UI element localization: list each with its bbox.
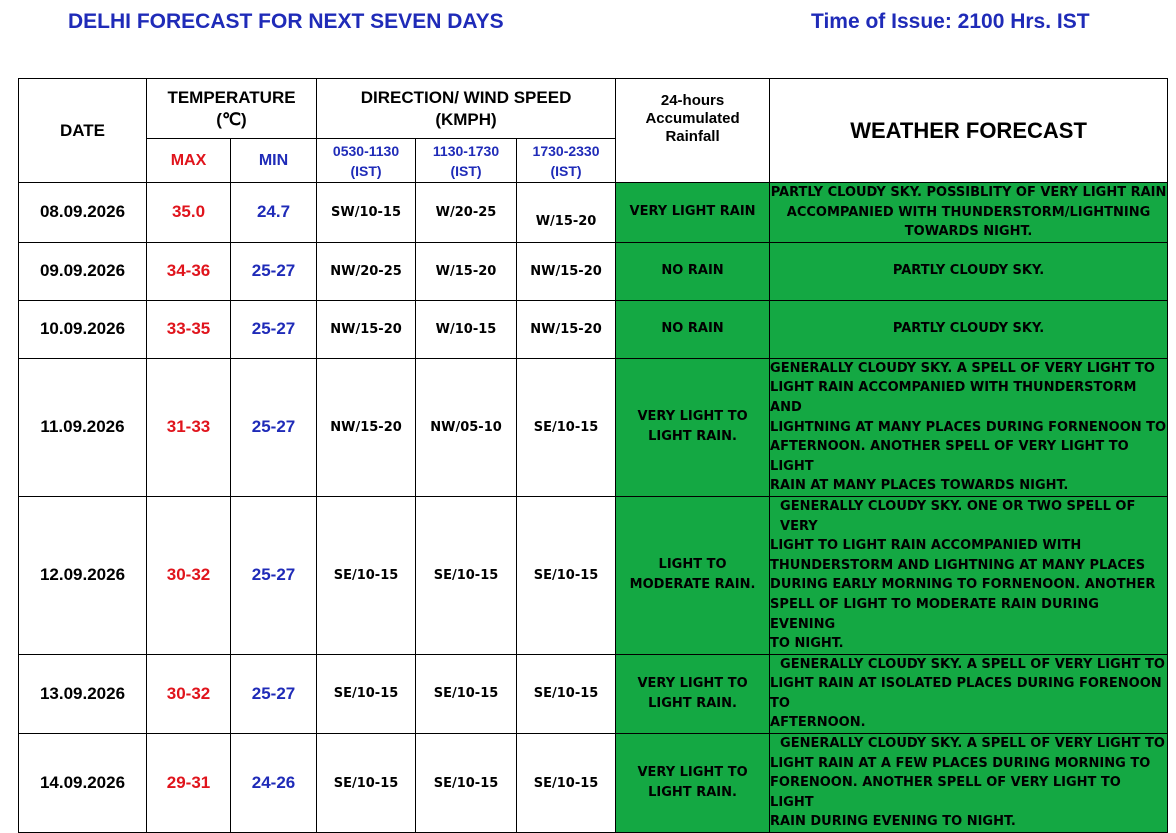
wind-cell [517, 183, 616, 243]
wind-cell: NW/15-20 [517, 300, 616, 358]
max-temp-cell: 34-36 [147, 242, 231, 300]
wind-cell: NW/15-20 [517, 242, 616, 300]
forecast-cell [770, 242, 1168, 300]
table-row [19, 654, 1168, 733]
temperature-header [147, 79, 317, 139]
date-cell: 09.09.2026 [19, 242, 147, 300]
rainfall-header-line3: Rainfall [665, 127, 720, 145]
rainfall-cell [616, 496, 770, 654]
forecast-cell [770, 358, 1168, 496]
forecast-cell [770, 654, 1168, 733]
forecast-line: ACCOMPANIED WITH THUNDERSTORM/LIGHTNING [786, 204, 1151, 220]
forecast-cell [770, 734, 1168, 833]
forecast-line: DURING EARLY MORNING TO FORNENOON. ANOTHER [770, 577, 1156, 593]
rainfall-line: LIGHT RAIN. [648, 695, 737, 711]
rainfall-header [616, 79, 770, 183]
rainfall-header-line1: 24-hours [660, 91, 725, 109]
max-temp-cell: 33-35 [147, 300, 231, 358]
forecast-line: LIGHT RAIN AT ISOLATED PLACES DURING FORENOON TO [770, 676, 1162, 711]
wind-cell: SE/10-15 [416, 496, 517, 654]
rainfall-header-line2: Accumulated [645, 109, 740, 127]
wind-slot-zone: (IST) [350, 162, 382, 179]
wind-header-label: DIRECTION/ WIND SPEED [360, 87, 572, 107]
wind-cell: NW/05-10 [416, 358, 517, 496]
min-temp-cell: 24-26 [231, 734, 317, 833]
forecast-line: TO NIGHT. [770, 636, 844, 652]
forecast-line: LIGHT TO LIGHT RAIN ACCOMPANIED WITH [770, 538, 1082, 554]
max-temp-cell: 30-32 [147, 496, 231, 654]
forecast-line: SPELL OF LIGHT TO MODERATE RAIN DURING EVENING [770, 596, 1099, 632]
wind-slot-zone: (IST) [450, 162, 482, 179]
wind-cell: W/10-15 [416, 300, 517, 358]
wind-cell: SE/10-15 [317, 734, 416, 833]
table-row [19, 358, 1168, 496]
forecast-table [18, 78, 1168, 833]
wind-slot-time: 0530-1130 [332, 142, 400, 159]
date-cell: 11.09.2026 [19, 358, 147, 496]
date-cell: 08.09.2026 [19, 183, 147, 243]
rainfall-line: LIGHT RAIN. [648, 429, 737, 445]
rainfall-line: LIGHT RAIN. [648, 785, 737, 801]
max-temp-cell: 29-31 [147, 734, 231, 833]
forecast-line: RAIN AT MANY PLACES TOWARDS NIGHT. [770, 478, 1069, 494]
max-temp-cell: 31-33 [147, 358, 231, 496]
rainfall-cell [616, 358, 770, 496]
wind-cell: SE/10-15 [317, 496, 416, 654]
max-temp-cell: 35.0 [147, 183, 231, 243]
wind-cell: NW/15-20 [317, 300, 416, 358]
rainfall-line: VERY LIGHT TO [637, 409, 748, 425]
wind-cell: SW/10-15 [317, 183, 416, 243]
temperature-unit: (℃) [216, 109, 247, 129]
rainfall-cell [616, 242, 770, 300]
forecast-line: RAIN DURING EVENING TO NIGHT. [770, 814, 1016, 830]
min-temp-cell: 25-27 [231, 300, 317, 358]
forecast-line: GENERALLY CLOUDY SKY. A SPELL OF VERY LIGHT TO [770, 360, 1155, 376]
wind-header [317, 79, 616, 139]
forecast-line: AFTERNOON. ANOTHER SPELL OF VERY LIGHT TO LIGHT [770, 439, 1129, 474]
rainfall-line: MODERATE RAIN. [629, 577, 756, 593]
wind-cell: NW/20-25 [317, 242, 416, 300]
wind-cell: NW/15-20 [317, 358, 416, 496]
forecast-line: PARTLY CLOUDY SKY. POSSIBLITY OF VERY LIGHT RAIN [770, 185, 1167, 200]
wind-cell: SE/10-15 [416, 734, 517, 833]
rainfall-cell [616, 300, 770, 358]
forecast-line: LIGHTNING AT MANY PLACES DURING FORNENOON TO [770, 419, 1167, 435]
wind-cell: SE/10-15 [517, 358, 616, 496]
wind-cell: SE/10-15 [317, 654, 416, 733]
min-temp-cell: 25-27 [231, 242, 317, 300]
date-cell: 12.09.2026 [19, 496, 147, 654]
table-row [19, 300, 1168, 358]
wind-cell: W/20-25 [416, 183, 517, 243]
table-row [19, 734, 1168, 833]
wind-cell: SE/10-15 [416, 654, 517, 733]
max-temp-cell: 30-32 [147, 654, 231, 733]
wind-slot-1-header [317, 139, 416, 183]
forecast-line: LIGHT RAIN ACCOMPANIED WITH THUNDERSTORM AND [770, 380, 1137, 415]
wind-slot-zone: (IST) [550, 162, 582, 179]
forecast-line: GENERALLY CLOUDY SKY. A SPELL OF VERY LIGHT TO [780, 736, 1165, 752]
forecast-line: GENERALLY CLOUDY SKY. A SPELL OF VERY LIGHT TO [780, 656, 1165, 672]
temperature-header-label: TEMPERATURE [167, 87, 296, 107]
wind-value: W/15-20 [535, 213, 597, 229]
wind-slot-3-header [517, 139, 616, 183]
date-header: DATE [19, 79, 147, 183]
rainfall-line: NO RAIN [661, 321, 724, 337]
table-row [19, 496, 1168, 654]
rainfall-line: VERY LIGHT RAIN [629, 204, 756, 220]
min-header: MIN [231, 139, 317, 183]
rainfall-line: LIGHT TO [658, 557, 727, 573]
rainfall-cell [616, 654, 770, 733]
date-cell: 14.09.2026 [19, 734, 147, 833]
issue-time: Time of Issue: 2100 Hrs. IST [811, 10, 1090, 33]
min-temp-cell: 24.7 [231, 183, 317, 243]
date-cell: 10.09.2026 [19, 300, 147, 358]
min-temp-cell: 25-27 [231, 654, 317, 733]
rainfall-line: VERY LIGHT TO [637, 765, 748, 781]
wind-slot-time: 1730-2330 [532, 142, 600, 159]
table-row [19, 242, 1168, 300]
forecast-cell [770, 300, 1168, 358]
rainfall-cell [616, 183, 770, 243]
forecast-line: TOWARDS NIGHT. [904, 224, 1033, 240]
weather-forecast-header: WEATHER FORECAST [770, 79, 1168, 183]
rainfall-line: NO RAIN [661, 263, 724, 279]
wind-slot-2-header [416, 139, 517, 183]
rainfall-cell [616, 734, 770, 833]
forecast-line: THUNDERSTORM AND LIGHTNING AT MANY PLACES [770, 557, 1146, 573]
forecast-line: GENERALLY CLOUDY SKY. ONE OR TWO SPELL OF VERY [780, 498, 1136, 534]
min-temp-cell: 25-27 [231, 496, 317, 654]
forecast-cell [770, 183, 1168, 243]
min-temp-cell: 25-27 [231, 358, 317, 496]
wind-unit: (KMPH) [435, 109, 497, 129]
forecast-line: PARTLY CLOUDY SKY. [892, 321, 1045, 337]
rainfall-line: VERY LIGHT TO [637, 675, 748, 691]
wind-slot-time: 1130-1730 [432, 142, 500, 159]
wind-cell: SE/10-15 [517, 654, 616, 733]
forecast-cell [770, 496, 1168, 654]
wind-cell: SE/10-15 [517, 496, 616, 654]
forecast-line: FORENOON. ANOTHER SPELL OF VERY LIGHT TO LIGHT [770, 775, 1121, 810]
table-row [19, 183, 1168, 243]
forecast-line: LIGHT RAIN AT A FEW PLACES DURING MORNING TO [770, 755, 1151, 771]
wind-cell: SE/10-15 [517, 734, 616, 833]
page-title: DELHI FORECAST FOR NEXT SEVEN DAYS [68, 10, 504, 33]
date-cell: 13.09.2026 [19, 654, 147, 733]
forecast-line: AFTERNOON. [770, 715, 866, 731]
forecast-line: PARTLY CLOUDY SKY. [892, 263, 1045, 279]
max-header: MAX [147, 139, 231, 183]
wind-cell: W/15-20 [416, 242, 517, 300]
